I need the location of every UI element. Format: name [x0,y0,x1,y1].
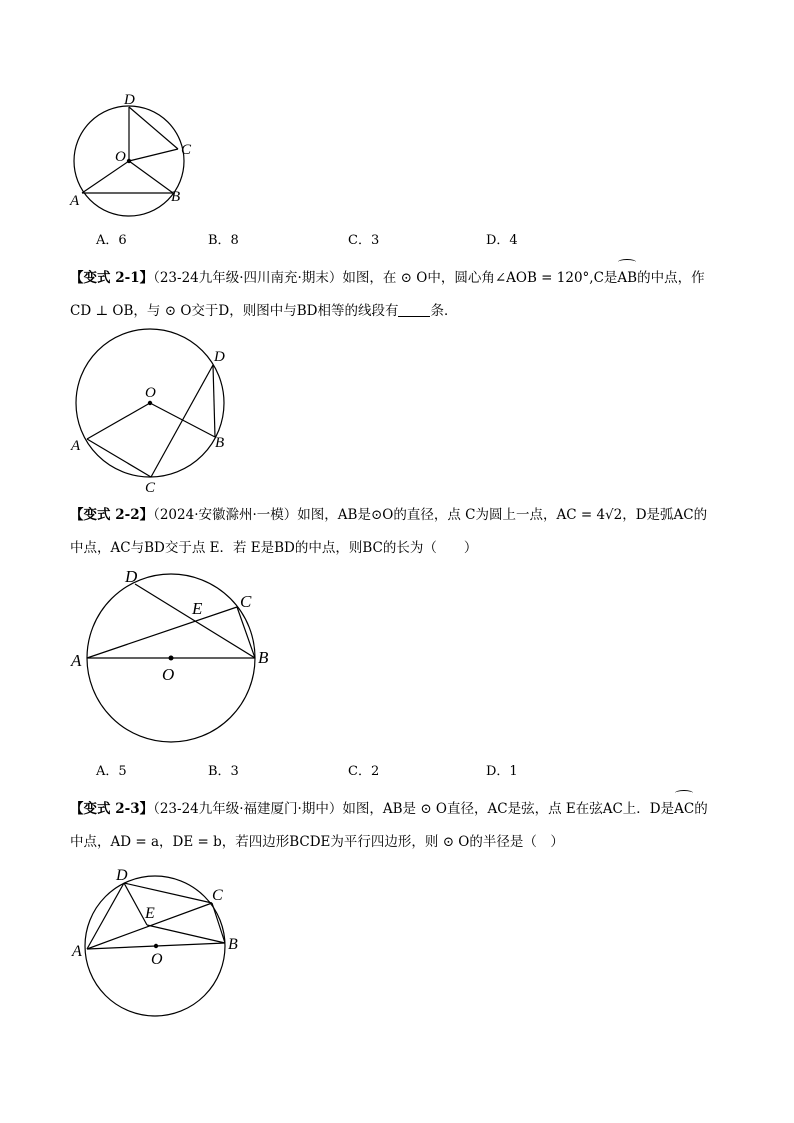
center-point-3 [169,656,174,661]
label-C: C [145,480,156,496]
label-B: B [171,189,181,205]
label-E: E [145,905,155,922]
question-tag: 【变式 2-2】 [70,507,154,523]
label-C: C [181,142,192,158]
segment-AD [87,883,124,949]
question-2-2-line-2 [70,532,730,565]
question-2-1-line-1 [70,262,730,295]
label-A: A [71,438,81,454]
option-d[interactable]: D．1 [486,764,518,779]
question-source: （23-24九年级·四川南充·期末） [153,270,343,286]
option-a[interactable]: A．5 [96,764,127,779]
segment-DC [129,107,178,149]
label-D: D [124,92,135,108]
question-2-1-line-2 [70,295,730,328]
segment-EB [147,925,225,943]
segment-OC [129,149,178,161]
option-c[interactable]: C．2 [348,764,380,779]
question-text: 条． [430,303,458,319]
question-tag: 【变式 2-3】 [70,801,154,817]
label-O: O [145,385,156,401]
segment-AC [87,439,151,477]
question-2-3 [70,793,730,859]
label-D: D [116,867,128,884]
question-2-3-line-1 [70,793,730,826]
center-point-4 [154,944,158,948]
arc-ac-notation: AC [674,793,694,826]
figure-1 [60,90,210,220]
options-1 [96,229,696,249]
segment-CB [212,903,225,943]
segment-OB [129,161,173,193]
segment-DB [135,584,255,658]
label-O: O [115,149,126,165]
figure-3 [65,562,280,752]
center-point-2 [148,401,152,405]
label-A: A [71,651,82,670]
figure-4 [65,862,255,1022]
question-text: 的 [694,801,708,817]
label-A: A [72,943,82,960]
question-2-2-line-1 [70,499,730,532]
label-O: O [162,665,175,684]
option-b[interactable]: B．3 [208,764,239,779]
segment-DE [124,883,147,925]
options-2 [96,760,696,780]
segment-CB [237,607,255,658]
question-2-1 [70,262,730,328]
question-text: 如图，AB是 ⊙ O直径，AC是弦，点 E在弦AC上．D是 [342,801,675,817]
segment-DC [124,883,212,903]
question-2-2 [70,499,730,565]
label-B: B [215,435,225,451]
question-2-3-line-2 [70,826,730,859]
label-B: B [228,936,238,953]
question-text: 如图，在 ⊙ O中，圆心角∠AOB = 120°,C是 [342,270,618,286]
center-point-1 [127,159,131,163]
question-source: （2024·安徽滁州·一模） [153,507,298,523]
segment-CD [151,365,213,477]
figure-2 [65,340,240,495]
option-c[interactable]: C．3 [348,233,380,248]
label-A: A [70,193,80,209]
label-C: C [212,887,223,904]
question-text: CD ⊥ OB，与 ⊙ O交于D，则图中与BD相等的线段有 [70,303,399,319]
label-D: D [214,349,225,365]
segment-DB [213,365,215,437]
label-C: C [240,592,252,611]
answer-blank[interactable] [398,302,430,317]
label-O: O [151,951,163,968]
arc-ab-notation: AB [617,262,637,295]
question-text: 如图，AB是⊙O的直径，点 C为圆上一点，AC = 4√2，D是弧AC的 [297,507,708,523]
question-text: 中点，AC与BD交于点 E．若 E是BD的中点，则BC的长为（ ） [70,540,478,556]
segment-OA [87,403,150,439]
option-a[interactable]: A．6 [96,233,127,248]
question-source: （23-24九年级·福建厦门·期中） [153,801,343,817]
question-text: 中点，AD = a，DE = b，若四边形BCDE为平行四边形，则 ⊙ O的半径是（ ） [70,834,564,850]
segment-OA [82,161,129,193]
option-b[interactable]: B．8 [208,233,239,248]
option-d[interactable]: D．4 [486,233,518,248]
label-D: D [125,567,138,586]
question-text: 的中点，作 [637,270,705,286]
label-B: B [258,648,269,667]
question-tag: 【变式 2-1】 [70,270,154,286]
label-E: E [192,599,203,618]
